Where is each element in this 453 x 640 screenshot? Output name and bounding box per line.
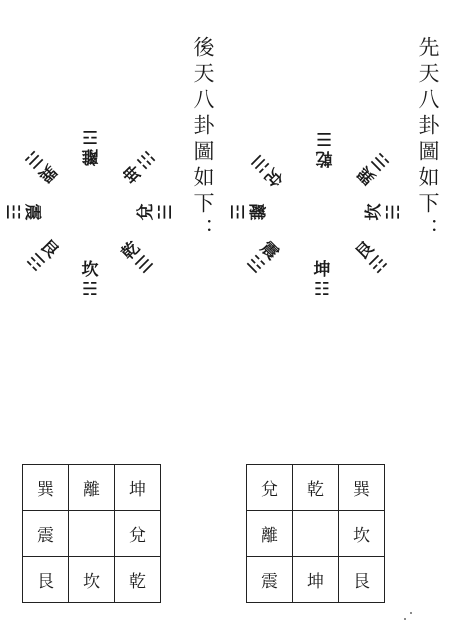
table-row (23, 511, 161, 557)
grid-cell: 離 (247, 511, 293, 557)
grid-cell: 震 (23, 511, 69, 557)
table-row (23, 465, 161, 511)
grid-cell: 坎 (69, 557, 115, 603)
grid-cell: 坎 (339, 511, 385, 557)
grid-cell: 巽 (339, 465, 385, 511)
grid-cell: 兌 (247, 465, 293, 511)
table-row (247, 511, 385, 557)
trigram-gen: 艮 ☶ (22, 235, 63, 276)
grid-cell: 坤 (293, 557, 339, 603)
trigram-xun: 巽 ☴ (20, 146, 61, 187)
grid-cell (69, 511, 115, 557)
scan-speck (404, 618, 406, 620)
trigram-kan: 坎 ☵ (363, 203, 404, 221)
houtian-grid (22, 464, 161, 603)
table-row (247, 465, 385, 511)
trigram-kun: 坤 ☷ (119, 146, 160, 187)
grid-cell: 巽 (23, 465, 69, 511)
trigram-dui: 兌 ☱ (246, 150, 287, 191)
xiantian-heading: 先天八卦圖如下： (416, 36, 440, 244)
trigram-kun: 坤 ☷ (313, 259, 331, 300)
table-row (23, 557, 161, 603)
grid-cell: 兌 (115, 511, 161, 557)
scan-speck (410, 612, 412, 614)
trigram-gen: 艮 ☶ (351, 237, 392, 278)
trigram-kan: 坎 ☵ (81, 259, 99, 300)
grid-cell: 離 (69, 465, 115, 511)
trigram-qian: 乾 ☰ (117, 237, 158, 278)
grid-cell: 乾 (293, 465, 339, 511)
grid-cell: 坤 (115, 465, 161, 511)
trigram-qian: 乾 ☰ (315, 128, 333, 169)
grid-cell: 震 (247, 557, 293, 603)
trigram-zhen: 震 ☳ (2, 203, 43, 221)
trigram-li: 離 ☲ (81, 126, 99, 167)
trigram-zhen: 震 ☳ (242, 237, 283, 278)
xiantian-grid (246, 464, 385, 603)
trigram-dui: 兌 ☱ (135, 203, 176, 221)
grid-cell: 艮 (339, 557, 385, 603)
trigram-li: 離 ☲ (226, 203, 267, 221)
grid-cell: 乾 (115, 557, 161, 603)
grid-cell (293, 511, 339, 557)
trigram-xun: 巽 ☴ (353, 148, 394, 189)
table-row (247, 557, 385, 603)
houtian-heading: 後天八卦圖如下： (191, 36, 215, 244)
grid-cell: 艮 (23, 557, 69, 603)
